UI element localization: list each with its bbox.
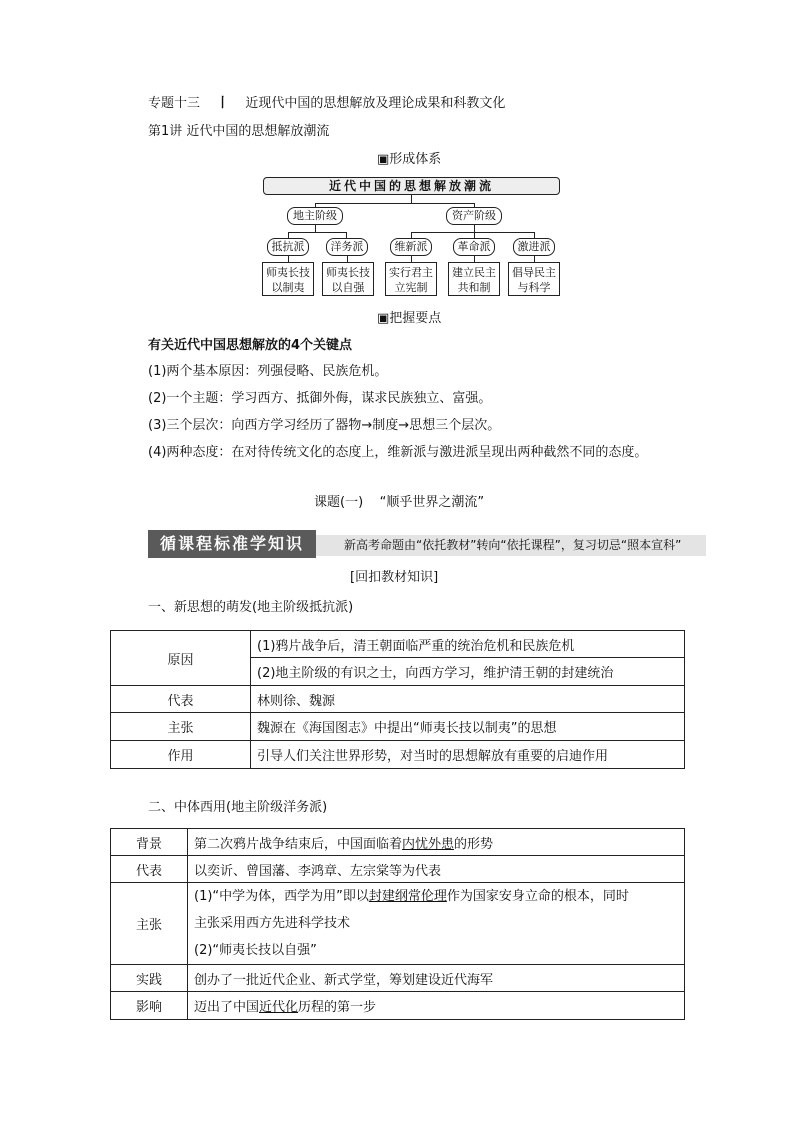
row-value: (1)“中学为体，西学为用”即以封建纲常伦理作为国家安身立命的根本，同时 主张采用西方先进科学技术 (2)“师夷长技以自强”	[188, 883, 685, 965]
diagram-idea-reform: 实行君主 立宪制	[385, 262, 437, 296]
lesson-title: 课题(一) “顺乎世界之潮流”	[314, 495, 485, 510]
table-row	[111, 965, 685, 992]
keypoint-item: (1)两个基本原因：列强侵略、民族危机。	[148, 364, 388, 379]
table-row	[111, 883, 685, 965]
table2-title: 二、中体西用(地主阶级洋务派)	[148, 800, 328, 815]
row-value: 第二次鸦片战争结束后，中国面临着内忧外患的形势	[188, 829, 685, 856]
row-label: 代表	[111, 686, 251, 713]
diagram-branch-landlord: 地主阶级	[287, 207, 343, 225]
row-label: 代表	[111, 856, 188, 883]
diagram-group-revolution: 革命派	[453, 238, 495, 256]
row-label: 影响	[111, 992, 188, 1020]
diagram-idea-resistance: 师夷长技 以制夷	[262, 262, 314, 296]
row-value: (2)地主阶级的有识之士，向西方学习，维护清王朝的封建统治	[251, 658, 685, 686]
row-value: 创办了一批近代企业、新式学堂，筹划建设近代海军	[188, 965, 685, 992]
table-row	[111, 713, 685, 741]
topic-separator: 丨	[216, 96, 230, 111]
row-label: 实践	[111, 965, 188, 992]
diagram-idea-revolution: 建立民主 共和制	[448, 262, 500, 296]
review-title: [回扣教材知识]	[350, 570, 439, 585]
diagram-group-radical: 激进派	[513, 238, 555, 256]
diagram-group-reform: 维新派	[390, 238, 432, 256]
row-label: 主张	[111, 713, 251, 741]
diagram-group-westernization: 洋务派	[326, 238, 368, 256]
section-banner-note: 新高考命题由“依托教材”转向“依托课程”，复习切忌“照本宣科”	[316, 535, 706, 556]
diagram-root: 近代中国的思想解放潮流	[263, 177, 560, 195]
topic-title: 近现代中国的思想解放及理论成果和科教文化	[245, 96, 506, 111]
table-row	[111, 686, 685, 713]
topic-number: 专题十三	[148, 96, 201, 111]
table-row	[111, 992, 685, 1020]
row-label: 原因	[111, 631, 251, 686]
row-value: (1)鸦片战争后，清王朝面临严重的统治危机和民族危机	[251, 631, 685, 658]
diagram-idea-westernization: 师夷长技 以自强	[322, 262, 374, 296]
table-row	[111, 829, 685, 856]
section-banner-label: 循课程标准学知识	[148, 530, 316, 558]
table-thought-emergence	[110, 630, 685, 769]
header-line	[148, 96, 505, 112]
keypoint-item: (3)三个层次：向西方学习经历了器物→制度→思想三个层次。	[148, 418, 501, 433]
row-value: 魏源在《海国图志》中提出“师夷长技以制夷”的思想	[251, 713, 685, 741]
lecture-title: 第1讲 近代中国的思想解放潮流	[148, 124, 330, 139]
row-value: 以奕䜣、曾国藩、李鸿章、左宗棠等为代表	[188, 856, 685, 883]
table-row	[111, 631, 685, 658]
keypoint-item: (4)两种态度：在对待传统文化的态度上，维新派与激进派呈现出两种截然不同的态度。	[148, 445, 648, 460]
row-value: 迈出了中国近代化历程的第一步	[188, 992, 685, 1020]
row-label: 背景	[111, 829, 188, 856]
table-row	[111, 856, 685, 883]
diagram-branch-bourgeois: 资产阶级	[446, 207, 502, 225]
row-value: 引导人们关注世界形势，对当时的思想解放有重要的启迪作用	[251, 741, 685, 769]
row-label: 主张	[111, 883, 188, 965]
table-westernization	[110, 828, 685, 1020]
row-value: 林则徐、魏源	[251, 686, 685, 713]
diagram-idea-radical: 倡导民主 与科学	[508, 262, 560, 296]
table1-title: 一、新思想的萌发(地主阶级抵抗派)	[148, 600, 354, 615]
section-title-keypoints: ▣把握要点	[377, 311, 442, 326]
keypoint-item: (2)一个主题：学习西方、抵御外侮，谋求民族独立、富强。	[148, 391, 492, 406]
keypoints-heading: 有关近代中国思想解放的4个关键点	[148, 338, 353, 353]
table-row	[111, 741, 685, 769]
row-label: 作用	[111, 741, 251, 769]
diagram-group-resistance: 抵抗派	[267, 238, 309, 256]
section-title-system: ▣形成体系	[377, 152, 442, 167]
